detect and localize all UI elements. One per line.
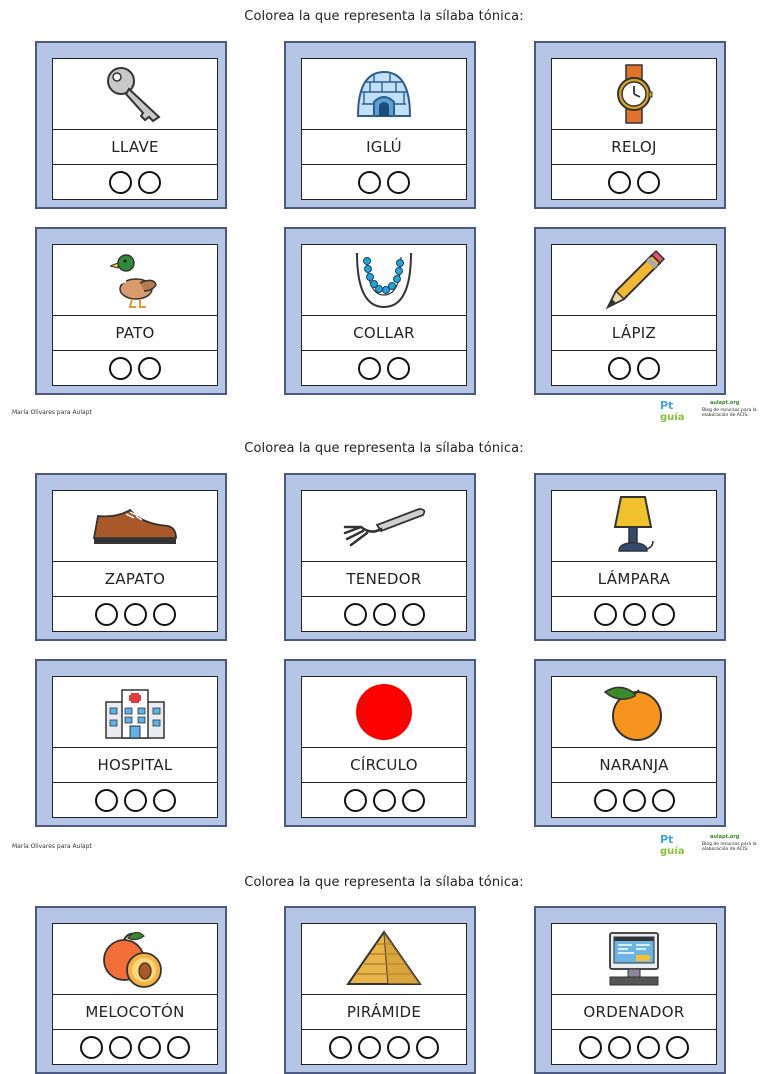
syllable-circle[interactable] (358, 1036, 381, 1059)
syllable-card (534, 227, 726, 395)
syllable-circle[interactable] (373, 789, 396, 812)
pyramid-icon (302, 924, 466, 995)
card-inner (52, 923, 218, 1065)
syllable-card (284, 473, 476, 641)
card-word: IGLÚ (302, 130, 466, 165)
card-inner (301, 244, 467, 386)
syllable-circle[interactable] (594, 603, 617, 626)
aulapt-logo: Pt guía aulapt.org Blog de recursos para la elaboración de ACIS. (660, 399, 757, 423)
syllable-circle[interactable] (124, 789, 147, 812)
syllable-card (534, 659, 726, 827)
syllable-card (534, 41, 726, 209)
syllable-circles (302, 1030, 466, 1064)
syllable-card (35, 473, 227, 641)
syllable-circle[interactable] (138, 357, 161, 380)
pencil-icon (552, 245, 716, 316)
card-inner (551, 676, 717, 818)
syllable-circle[interactable] (153, 789, 176, 812)
syllable-circle[interactable] (666, 1036, 689, 1059)
necklace-icon (302, 245, 466, 316)
syllable-circles (552, 1030, 716, 1064)
syllable-circle[interactable] (358, 171, 381, 194)
syllable-circle[interactable] (329, 1036, 352, 1059)
syllable-card (284, 41, 476, 209)
duck-icon (53, 245, 217, 316)
syllable-circle[interactable] (637, 357, 660, 380)
syllable-circle[interactable] (153, 603, 176, 626)
syllable-card (284, 659, 476, 827)
syllable-circle[interactable] (138, 171, 161, 194)
syllable-circle[interactable] (373, 603, 396, 626)
syllable-circle[interactable] (402, 603, 425, 626)
card-word: TENEDOR (302, 562, 466, 597)
fork-icon (302, 491, 466, 562)
syllable-circle[interactable] (608, 357, 631, 380)
card-word: LÁMPARA (552, 562, 716, 597)
syllable-circle[interactable] (358, 357, 381, 380)
card-word: MELOCOTÓN (53, 995, 217, 1030)
card-inner (301, 676, 467, 818)
syllable-card (35, 659, 227, 827)
card-inner (301, 58, 467, 200)
syllable-circle[interactable] (124, 603, 147, 626)
card-inner (551, 490, 717, 632)
igloo-icon (302, 59, 466, 130)
card-inner (301, 923, 467, 1065)
card-inner (52, 244, 218, 386)
card-word: ORDENADOR (552, 995, 716, 1030)
computer-icon (552, 924, 716, 995)
syllable-circle[interactable] (95, 789, 118, 812)
watch-icon (552, 59, 716, 130)
syllable-circle[interactable] (637, 171, 660, 194)
orange-icon (552, 677, 716, 748)
card-word: NARANJA (552, 748, 716, 783)
syllable-circle[interactable] (95, 603, 118, 626)
syllable-card (35, 227, 227, 395)
syllable-card (284, 906, 476, 1074)
syllable-circle[interactable] (608, 1036, 631, 1059)
syllable-circles (302, 783, 466, 817)
syllable-circle[interactable] (109, 171, 132, 194)
card-word: HOSPITAL (53, 748, 217, 783)
syllable-circle[interactable] (109, 357, 132, 380)
card-word: PATO (53, 316, 217, 351)
card-inner (551, 58, 717, 200)
card-word: COLLAR (302, 316, 466, 351)
syllable-card (534, 906, 726, 1074)
syllable-circle[interactable] (402, 789, 425, 812)
syllable-circles (53, 783, 217, 817)
syllable-circles (53, 351, 217, 385)
syllable-circles (552, 165, 716, 199)
section-heading: Colorea la que representa la sílaba tónica: (244, 875, 524, 890)
syllable-circle[interactable] (416, 1036, 439, 1059)
syllable-card (284, 227, 476, 395)
syllable-circle[interactable] (344, 603, 367, 626)
syllable-circle[interactable] (167, 1036, 190, 1059)
card-word: LÁPIZ (552, 316, 716, 351)
peach-icon (53, 924, 217, 995)
syllable-circles (302, 351, 466, 385)
syllable-circles (552, 783, 716, 817)
syllable-circle[interactable] (623, 603, 646, 626)
card-inner (301, 490, 467, 632)
syllable-circle[interactable] (80, 1036, 103, 1059)
aulapt-logo: Pt guía aulapt.org Blog de recursos para la elaboración de ACIS. (660, 833, 757, 857)
circle-shape-icon (302, 677, 466, 748)
key-icon (53, 59, 217, 130)
syllable-circle[interactable] (652, 603, 675, 626)
section-heading: Colorea la que representa la sílaba tónica: (244, 9, 524, 24)
author-credit: María Olivares para Aulapt (12, 409, 92, 416)
hospital-icon (53, 677, 217, 748)
syllable-circle[interactable] (579, 1036, 602, 1059)
syllable-card (35, 41, 227, 209)
syllable-circle[interactable] (387, 1036, 410, 1059)
card-inner (52, 676, 218, 818)
syllable-circles (302, 165, 466, 199)
syllable-circles (552, 351, 716, 385)
card-inner (551, 923, 717, 1065)
syllable-circle[interactable] (594, 789, 617, 812)
lamp-icon (552, 491, 716, 562)
syllable-circles (53, 597, 217, 631)
syllable-circle[interactable] (387, 357, 410, 380)
card-inner (551, 244, 717, 386)
card-word: LLAVE (53, 130, 217, 165)
syllable-circle[interactable] (109, 1036, 132, 1059)
syllable-circles (53, 165, 217, 199)
syllable-circle[interactable] (387, 171, 410, 194)
section-heading: Colorea la que representa la sílaba tónica: (244, 441, 524, 456)
card-word: PIRÁMIDE (302, 995, 466, 1030)
card-word: RELOJ (552, 130, 716, 165)
syllable-circles (552, 597, 716, 631)
card-word: CÍRCULO (302, 748, 466, 783)
syllable-card (534, 473, 726, 641)
card-word: ZAPATO (53, 562, 217, 597)
syllable-circle[interactable] (652, 789, 675, 812)
author-credit: María Olivares para Aulapt (12, 843, 92, 850)
syllable-circles (53, 1030, 217, 1064)
syllable-circle[interactable] (623, 789, 646, 812)
shoe-icon (53, 491, 217, 562)
syllable-circle[interactable] (608, 171, 631, 194)
card-inner (52, 58, 218, 200)
syllable-circles (302, 597, 466, 631)
syllable-circle[interactable] (344, 789, 367, 812)
syllable-card (35, 906, 227, 1074)
card-inner (52, 490, 218, 632)
syllable-circle[interactable] (138, 1036, 161, 1059)
syllable-circle[interactable] (637, 1036, 660, 1059)
